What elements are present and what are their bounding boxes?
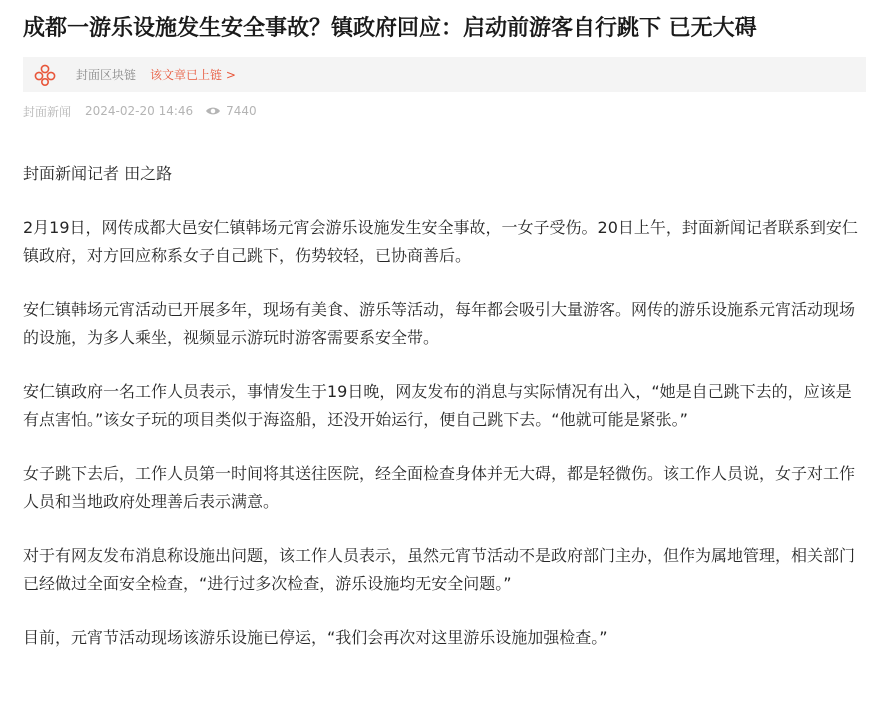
article-body xyxy=(23,160,865,678)
blockchain-logo-icon xyxy=(32,62,58,88)
article-paragraph: 安仁镇政府一名工作人员表示，事情发生于19日晚，网友发布的消息与实际情况有出入，“她是自己跳下去的，应该是有点害怕。”该女子玩的项目类似于海盗船，还没开始运行，便自己跳下去。“他就可能是紧张。” xyxy=(23,382,852,429)
blockchain-label: 封面区块链 xyxy=(76,68,137,82)
blockchain-bar xyxy=(23,57,866,92)
publish-time: 2024-02-20 14:46 xyxy=(85,104,194,118)
article-paragraph: 目前，元宵节活动现场该游乐设施已停运，“我们会再次对这里游乐设施加强检查。” xyxy=(23,628,608,647)
article-paragraph: 封面新闻记者 田之路 xyxy=(23,164,173,183)
article-paragraph: 对于有网友发布消息称设施出问题，该工作人员表示，虽然元宵节活动不是政府部门主办，但作为属地管理，相关部门已经做过全面安全检查，“进行过多次检查，游乐设施均无安全问题。” xyxy=(23,546,856,593)
article-paragraph: 2月19日，网传成都大邑安仁镇韩场元宵会游乐设施发生安全事故，一女子受伤。20日上午，封面新闻记者联系到安仁镇政府，对方回应称系女子自己跳下，伤势较轻，已协商善后。 xyxy=(23,218,858,265)
eye-icon xyxy=(205,106,221,116)
article-meta xyxy=(23,102,257,120)
view-count: 7440 xyxy=(226,104,257,118)
article-paragraph: 女子跳下去后，工作人员第一时间将其送往医院，经全面检查身体并无大碍，都是轻微伤。该工作人员说，女子对工作人员和当地政府处理善后表示满意。 xyxy=(23,464,856,511)
article-paragraph: 安仁镇韩场元宵活动已开展多年，现场有美食、游乐等活动，每年都会吸引大量游客。网传的游乐设施系元宵活动现场的设施，为多人乘坐，视频显示游玩时游客需要系安全带。 xyxy=(23,300,856,347)
article-title: 成都一游乐设施发生安全事故？镇政府回应：启动前游客自行跳下 已无大碍 xyxy=(23,16,757,41)
blockchain-link[interactable]: 该文章已上链 > xyxy=(150,68,236,82)
article-source: 封面新闻 xyxy=(23,104,72,119)
